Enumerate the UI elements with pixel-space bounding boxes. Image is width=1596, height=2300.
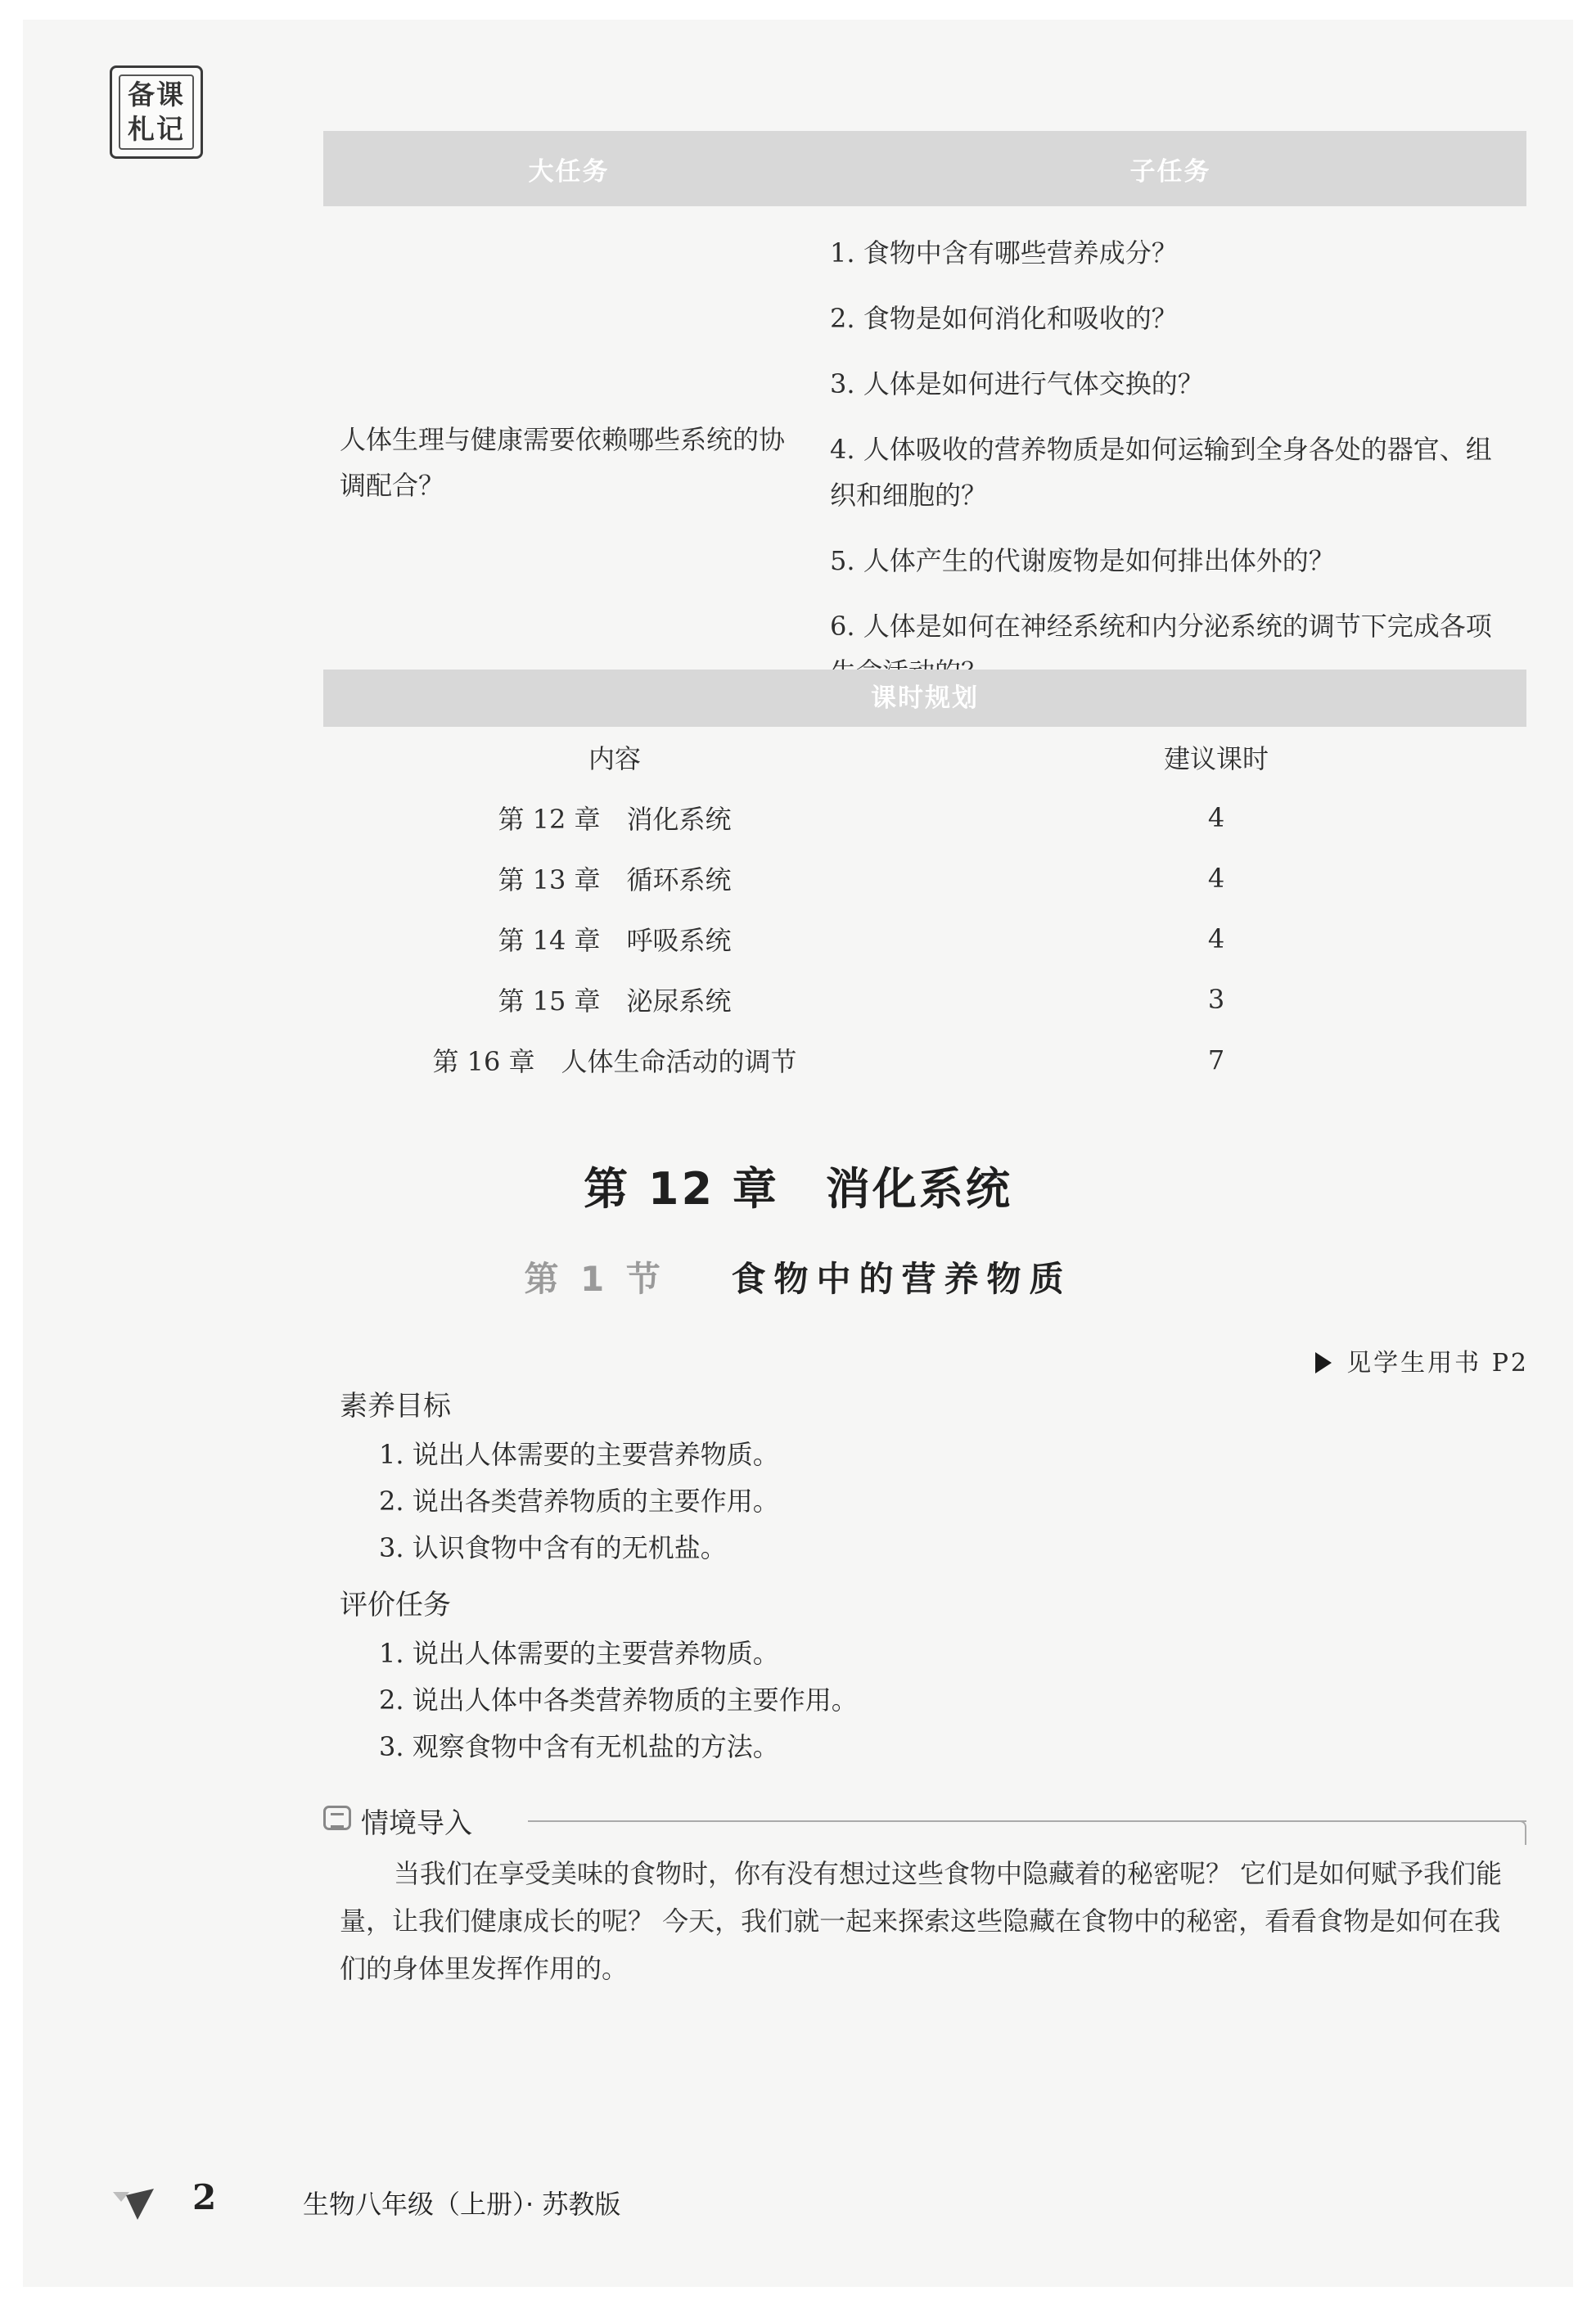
sub-task-item: 1. 食物中含有哪些营养成分？ — [830, 237, 1178, 268]
task-table — [323, 131, 1526, 719]
footer-logo-icon — [106, 2184, 156, 2221]
section-heading — [0, 1252, 1596, 1301]
list-item: 3. 观察食物中含有无机盐的方法。 — [379, 1731, 779, 1762]
evaluation-block — [340, 1582, 858, 1770]
list-item: 1. 说出人体需要的主要营养物质。 — [379, 1638, 779, 1669]
list-item: 1. 说出人体需要的主要营养物质。 — [379, 1439, 779, 1470]
list-item: 2. 说出人体中各类营养物质的主要作用。 — [379, 1684, 858, 1716]
reference-text: 见学生用书 P2 — [1346, 1349, 1529, 1378]
chat-bubble-icon — [323, 1806, 351, 1830]
play-triangle-icon — [1315, 1352, 1332, 1373]
divider-corner — [1520, 1820, 1526, 1845]
divider — [528, 1820, 1526, 1822]
big-task-cell: 人体生理与健康需要依赖哪些系统的协调配合？ — [340, 424, 786, 501]
lesson-notes-stamp — [110, 65, 203, 159]
plan-hours: 3 — [1207, 984, 1225, 1015]
table-row — [323, 1030, 1526, 1090]
table-row — [323, 848, 1526, 909]
list-item: 3. 认识食物中含有的无机盐。 — [379, 1532, 727, 1563]
sub-task-item: 2. 食物是如何消化和吸收的？ — [830, 303, 1178, 334]
page-footer — [106, 2177, 843, 2226]
plan-content: 第 15 章 泌尿系统 — [498, 985, 732, 1017]
intro-title: 情境导入 — [361, 1807, 472, 1840]
section-number: 第 1 节 — [524, 1259, 665, 1299]
header-big-task: 大任务 — [323, 131, 814, 206]
sub-task-item: 6. 人体是如何在神经系统和内分泌系统的调节下完成各项 — [830, 611, 1492, 642]
lesson-plan-title: 课时规划 — [323, 670, 1526, 727]
plan-hours: 4 — [1207, 863, 1225, 894]
sub-task-item: 5. 人体产生的代谢废物是如何排出体外的？ — [830, 545, 1335, 576]
book-title: 生物八年级（上册）· 苏教版 — [303, 2189, 621, 2220]
sub-task-item: 4. 人体吸收的营养物质是如何运输到全身各处的器官、组织和细胞的？ — [830, 434, 1492, 511]
intro-paragraph: 当我们在享受美味的食物时，你有没有想过这些食物中隐藏着的秘密呢？ 它们是如何赋予我们能量，让我们健康成长的呢？ 今天，我们就一起来探索这些隐藏在食物中的秘密，看看食物是如何在我们的身体里发挥作用的。 — [340, 1858, 1503, 1984]
table-row — [323, 969, 1526, 1030]
plan-header-hours: 建议课时 — [1163, 743, 1269, 774]
plan-content: 第 13 章 循环系统 — [498, 864, 732, 895]
goals-title: 素养目标 — [340, 1390, 451, 1423]
stamp-line-2: 札记 — [128, 113, 185, 145]
plan-hours: 4 — [1207, 923, 1225, 954]
goals-list — [340, 1432, 779, 1572]
table-row — [323, 787, 1526, 848]
goals-block — [340, 1383, 779, 1572]
sub-task-cell — [814, 206, 1526, 719]
lesson-plan-table — [323, 727, 1526, 1090]
student-book-reference — [1315, 1342, 1529, 1378]
plan-hours: 4 — [1207, 802, 1225, 833]
stamp-line-1: 备课 — [128, 79, 185, 110]
plan-content: 第 14 章 呼吸系统 — [498, 925, 732, 956]
page-number: 2 — [192, 2177, 217, 2217]
evaluation-list — [340, 1630, 858, 1770]
plan-content: 第 12 章 消化系统 — [498, 804, 732, 835]
sub-task-list — [815, 207, 1526, 718]
table-row — [323, 909, 1526, 969]
evaluation-title: 评价任务 — [340, 1589, 451, 1621]
intro-heading — [323, 1797, 1526, 1843]
sub-task-item: 3. 人体是如何进行气体交换的？ — [830, 368, 1204, 399]
header-sub-task: 子任务 — [814, 131, 1526, 206]
plan-content: 第 16 章 人体生命活动的调节 — [432, 1046, 797, 1077]
lesson-plan — [323, 670, 1526, 1090]
plan-header-content: 内容 — [588, 743, 641, 774]
chapter-title: 第 12 章 消化系统 — [584, 1163, 1012, 1215]
list-item: 2. 说出各类营养物质的主要作用。 — [379, 1486, 779, 1517]
section-title: 食物中的营养物质 — [731, 1259, 1072, 1299]
plan-hours: 7 — [1207, 1044, 1225, 1076]
